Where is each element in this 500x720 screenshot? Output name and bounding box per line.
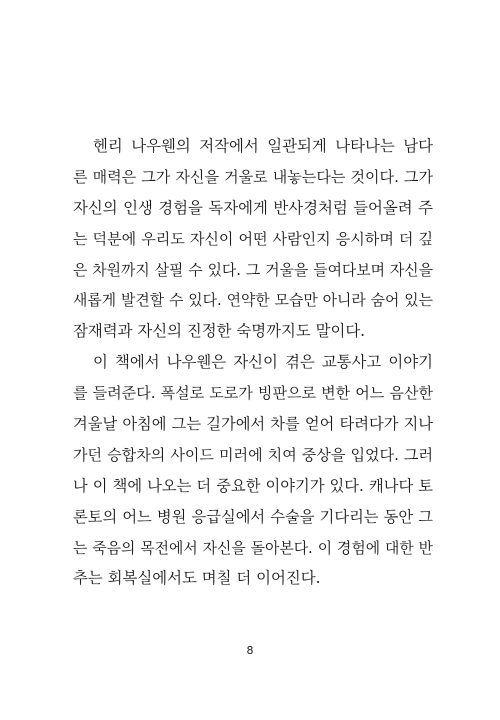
paragraph-1-line-5: 은 차원까지 살필 수 있다. 그 거울을 들여다보며 자신을 (73, 260, 433, 279)
paragraph-2-line-1: 이 책에서 나우웬은 자신이 겪은 교통사고 이야기 (93, 353, 433, 372)
paragraph-2-line-5: 나 이 책에 나오는 더 중요한 이야기가 있다. 캐나다 토 (73, 476, 433, 495)
paragraph-1-line-1: 헨리 나우웬의 저작에서 일관되게 나타나는 남다 (93, 137, 433, 155)
page-number: 8 (246, 644, 254, 657)
paragraph-2-line-6: 론토의 어느 병원 응급실에서 수술을 기다리는 동안 그 (73, 507, 433, 526)
paragraph-2-line-4: 가던 승합차의 사이드 미러에 치여 중상을 입었다. 그러 (73, 445, 433, 464)
paragraph-2-line-7: 는 죽음의 목전에서 자신을 돌아본다. 이 경험에 대한 반 (73, 538, 433, 557)
paragraph-1-line-3: 자신의 인생 경험을 독자에게 반사경처럼 들어올려 주 (73, 198, 433, 217)
paragraph-1-line-7: 잠재력과 자신의 진정한 숙명까지도 말이다. (73, 322, 366, 341)
paragraph-2-line-8: 추는 회복실에서도 며칠 더 이어진다. (73, 569, 321, 588)
paragraph-1-line-2: 른 매력은 그가 자신을 거울로 내놓는다는 것이다. 그가 (73, 167, 433, 186)
paragraph-2-line-2: 를 들려준다. 폭설로 도로가 빙판으로 변한 어느 음산한 (73, 384, 433, 403)
body-text (73, 131, 433, 594)
paragraph-1-line-6: 새롭게 발견할 수 있다. 연약한 모습만 아니라 숨어 있는 (73, 291, 433, 310)
paragraph-2-line-3: 겨울날 아침에 그는 길가에서 차를 얻어 타려다가 지나 (73, 415, 433, 434)
paragraph-1-line-4: 는 덕분에 우리도 자신이 어떤 사람인지 응시하며 더 깊 (73, 229, 433, 248)
